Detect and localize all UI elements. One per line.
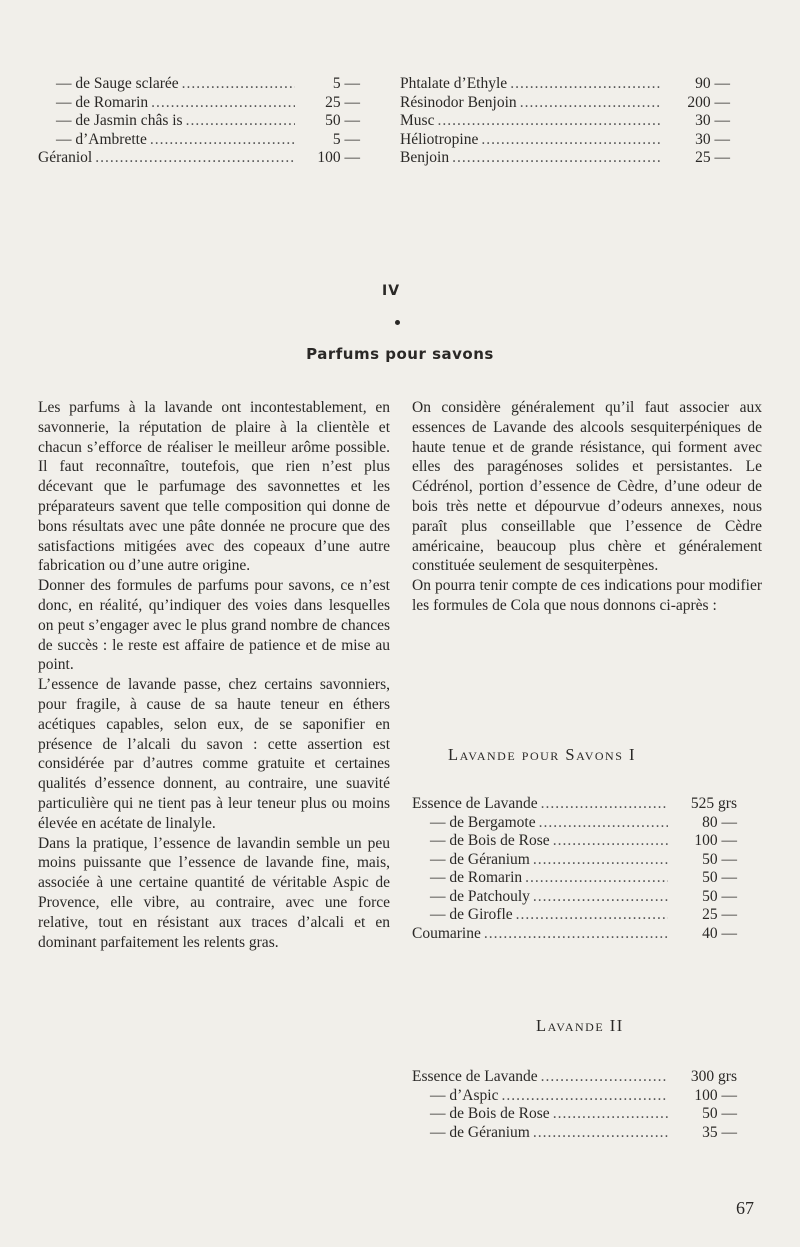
recipe-list-lavande-2 bbox=[412, 1068, 737, 1142]
list-item: — de Sauge sclarée ..... 5 — bbox=[38, 75, 360, 94]
list-item: Géraniol ..... 100 — bbox=[38, 149, 360, 168]
list-item: Essence de Lavande ..... 525 grs bbox=[412, 795, 737, 814]
left-text-column bbox=[38, 398, 390, 952]
list-item: Résinodor Benjoin ..... 200 — bbox=[400, 94, 730, 113]
list-item: — de Géranium ..... 35 — bbox=[412, 1124, 737, 1143]
list-item: — de Romarin ..... 50 — bbox=[412, 869, 737, 888]
recipe-title-lavande-2: Lavande II bbox=[536, 1016, 624, 1035]
page-number: 67 bbox=[736, 1198, 754, 1218]
list-item: — de Bois de Rose ..... 50 — bbox=[412, 1105, 737, 1124]
list-item: — de Géranium ..... 50 — bbox=[412, 851, 737, 870]
list-item: Essence de Lavande ..... 300 grs bbox=[412, 1068, 737, 1087]
list-item: — d’Ambrette ..... 5 — bbox=[38, 131, 360, 150]
paragraph: L’essence de lavande passe, chez certains savonniers, pour fragile, à cause de sa haute teneur en éthers acétiques capables, selon eux, de se saponifier en présence de l’alcali du savon : cette assertion est considérée par d’autres comme gratuite et certaines qualités d’essence donnent, au contraire, une suavité particulière qui ne tient pas à leur teneur plus ou moins élevée en acétate de linalyle. bbox=[38, 676, 390, 832]
section-title: Parfums pour savons bbox=[306, 345, 494, 363]
list-item: — de Romarin ..... 25 — bbox=[38, 94, 360, 113]
top-list-right bbox=[400, 75, 730, 168]
list-item: — de Patchouly ..... 50 — bbox=[412, 888, 737, 907]
paragraph: Dans la pratique, l’essence de lavandin semble un peu moins puissante que l’essence de lavande fine, mais, associée à une certaine quantité de véritable Aspic de Provence, elle vibre, au contraire, avec une force relative, tout en résistant aux traces d’alcali et en dominant parfaitement les relents gras. bbox=[38, 834, 390, 951]
list-item: Coumarine ..... 40 — bbox=[412, 925, 737, 944]
top-list-left bbox=[38, 75, 360, 168]
list-item: Musc ..... 30 — bbox=[400, 112, 730, 131]
paragraph: Les parfums à la lavande ont incontestablement, en savonnerie, la réputation de plaire à la clientèle et chacun s’efforce de réaliser le meilleur arôme possible. Il faut reconnaître, toutefois, que rien n’est plus décevant que le parfumage des savonnettes et les préparateurs savent que telle composition qui donne de bons résultats avec une pâte donnée ne procure que des satisfactions mitigées avec des copeaux d’une autre fabrication ou d’une autre origine. bbox=[38, 399, 390, 575]
paragraph: On considère généralement qu’il faut associer aux essences de Lavande des alcools sesquiterpéniques de haute tenue et de grande résistance, qui forment avec elles des paragénoses solides et persistantes. Le Cédrénol, portion d’essence de Cèdre, d’une odeur de bois très nette et dépourvue d’odeurs annexes, nous paraît plus conseillable que l’essence de Cèdre américaine, beaucoup plus chère et généralement constituée seulement de sesquiterpènes. bbox=[412, 399, 762, 575]
list-item: — de Jasmin châs is ..... 50 — bbox=[38, 112, 360, 131]
list-item: Phtalate d’Ethyle ..... 90 — bbox=[400, 75, 730, 94]
paragraph: Donner des formules de parfums pour savons, ce n’est donc, en réalité, qu’indiquer des voies dans lesquelles on peut s’engager avec le plus grand nombre de chances de succès : le reste est affaire de patience et de mise au point. bbox=[38, 577, 390, 674]
list-item: — de Girofle ..... 25 — bbox=[412, 906, 737, 925]
list-item: Héliotropine ..... 30 — bbox=[400, 131, 730, 150]
list-item: Benjoin ..... 25 — bbox=[400, 149, 730, 168]
paragraph: On pourra tenir compte de ces indications pour modifier les formules de Cola que nous donnons ci-après : bbox=[412, 577, 762, 614]
right-text-column bbox=[412, 398, 762, 616]
ornament-dot bbox=[395, 320, 400, 325]
recipe-title-lavande-1: Lavande pour Savons I bbox=[448, 745, 636, 764]
list-item: — de Bois de Rose ..... 100 — bbox=[412, 832, 737, 851]
recipe-list-lavande-1 bbox=[412, 795, 737, 943]
list-item: — d’Aspic ..... 100 — bbox=[412, 1087, 737, 1106]
section-number: IV bbox=[382, 283, 401, 299]
list-item: — de Bergamote ..... 80 — bbox=[412, 814, 737, 833]
